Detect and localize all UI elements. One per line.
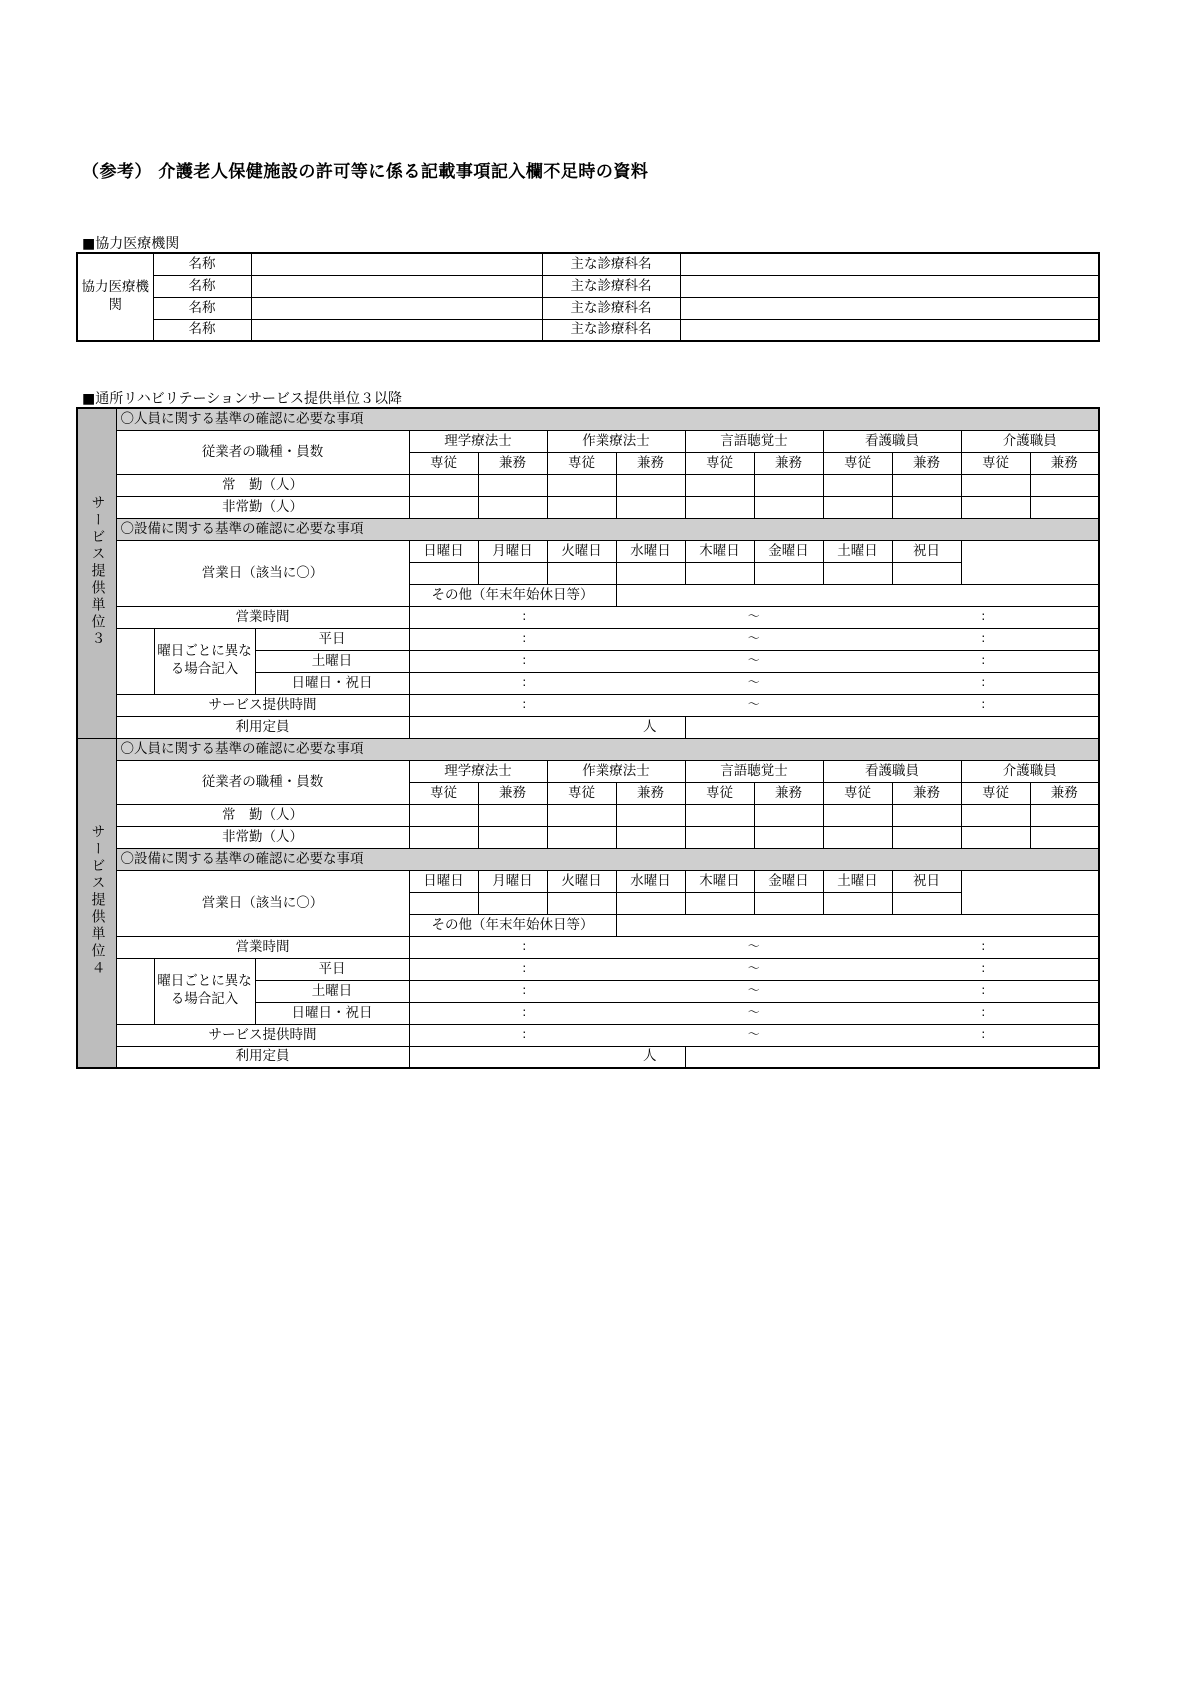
- coop-table: [76, 252, 1100, 342]
- day-check-field[interactable]: [685, 562, 754, 584]
- job-care-worker: 介護職員: [961, 430, 1099, 452]
- staff-count-field[interactable]: [892, 804, 961, 826]
- job-occupational-therapist: 作業療法士: [547, 430, 685, 452]
- name-label: 名称: [153, 253, 251, 275]
- staff-count-field[interactable]: [754, 826, 823, 848]
- other-days-label: その他（年末年始休日等）: [409, 914, 616, 936]
- staff-count-field[interactable]: [754, 804, 823, 826]
- staff-count-field[interactable]: [961, 496, 1030, 518]
- staff-count-field[interactable]: [823, 804, 892, 826]
- day-friday: 金曜日: [754, 870, 823, 892]
- day-check-field[interactable]: [478, 892, 547, 914]
- staff-count-field[interactable]: [754, 474, 823, 496]
- weekday-hours-field[interactable]: : ～ :: [409, 958, 1099, 980]
- job-care-worker: 介護職員: [961, 760, 1099, 782]
- staff-count-field[interactable]: [409, 474, 478, 496]
- staff-count-field[interactable]: [478, 804, 547, 826]
- day-check-field[interactable]: [478, 562, 547, 584]
- capacity-label: 利用定員: [116, 716, 409, 738]
- staff-count-field[interactable]: [1030, 496, 1099, 518]
- by-day-label: 曜日ごとに異なる場合記入: [154, 958, 255, 1024]
- dept-field[interactable]: [680, 297, 1099, 319]
- fulltime-label: 常 勤（人）: [116, 804, 409, 826]
- weekday-hours-field[interactable]: : ～ :: [409, 628, 1099, 650]
- day-check-field[interactable]: [823, 892, 892, 914]
- senju-label: 専従: [823, 452, 892, 474]
- saturday-label: 土曜日: [255, 980, 409, 1002]
- other-days-label: その他（年末年始休日等）: [409, 584, 616, 606]
- senju-label: 専従: [409, 782, 478, 804]
- unit-label: サービス提供単位４: [89, 824, 106, 978]
- day-check-field[interactable]: [616, 892, 685, 914]
- staff-count-field[interactable]: [409, 496, 478, 518]
- by-day-label: 曜日ごとに異なる場合記入: [154, 628, 255, 694]
- name-field[interactable]: [251, 319, 542, 341]
- staff-count-field[interactable]: [961, 804, 1030, 826]
- staff-count-field[interactable]: [547, 496, 616, 518]
- day-sunday: 日曜日: [409, 540, 478, 562]
- staff-count-field[interactable]: [754, 496, 823, 518]
- staff-count-field[interactable]: [823, 474, 892, 496]
- day-check-field[interactable]: [409, 892, 478, 914]
- dept-label: 主な診療科名: [542, 319, 680, 341]
- business-days-label: 営業日（該当に〇）: [116, 870, 409, 936]
- dept-label: 主な診療科名: [542, 297, 680, 319]
- kenmu-label: 兼務: [616, 452, 685, 474]
- day-check-field[interactable]: [616, 562, 685, 584]
- spacer-cell: [116, 958, 154, 1024]
- business-hours-field[interactable]: : ～ :: [409, 606, 1099, 628]
- day-monday: 月曜日: [478, 540, 547, 562]
- business-days-blank: [961, 870, 1099, 914]
- service-hours-field[interactable]: : ～ :: [409, 1024, 1099, 1046]
- service-hours-field[interactable]: : ～ :: [409, 694, 1099, 716]
- day-check-field[interactable]: [754, 892, 823, 914]
- staff-count-field[interactable]: [685, 804, 754, 826]
- unit-label: サービス提供単位３: [89, 494, 106, 648]
- sunday-holiday-hours-field[interactable]: : ～ :: [409, 672, 1099, 694]
- staff-heading: 〇人員に関する基準の確認に必要な事項: [116, 408, 1099, 430]
- kenmu-label: 兼務: [754, 452, 823, 474]
- dept-field[interactable]: [680, 253, 1099, 275]
- staff-count-field[interactable]: [892, 826, 961, 848]
- day-thursday: 木曜日: [685, 870, 754, 892]
- senju-label: 専従: [823, 782, 892, 804]
- senju-label: 専従: [685, 782, 754, 804]
- senju-label: 専従: [409, 452, 478, 474]
- business-hours-label: 営業時間: [116, 936, 409, 958]
- service-unit-1: [77, 408, 1099, 738]
- spacer-cell: [116, 628, 154, 694]
- page-title: （参考） 介護老人保健施設の許可等に係る記載事項記入欄不足時の資料: [82, 162, 649, 182]
- staff-count-field[interactable]: [616, 496, 685, 518]
- day-holiday: 祝日: [892, 870, 961, 892]
- coop-row-header: 協力医療機関: [77, 253, 153, 341]
- business-hours-label: 営業時間: [116, 606, 409, 628]
- senju-label: 専従: [685, 452, 754, 474]
- day-check-field[interactable]: [823, 562, 892, 584]
- staff-count-field[interactable]: [892, 474, 961, 496]
- staff-count-field[interactable]: [823, 826, 892, 848]
- staff-count-field[interactable]: [547, 474, 616, 496]
- day-wednesday: 水曜日: [616, 870, 685, 892]
- kenmu-label: 兼務: [478, 782, 547, 804]
- day-tuesday: 火曜日: [547, 870, 616, 892]
- sunday-holiday-label: 日曜日・祝日: [255, 1002, 409, 1024]
- other-days-field[interactable]: [616, 914, 1099, 936]
- staff-count-field[interactable]: [547, 804, 616, 826]
- day-thursday: 木曜日: [685, 540, 754, 562]
- kenmu-label: 兼務: [892, 452, 961, 474]
- day-friday: 金曜日: [754, 540, 823, 562]
- kenmu-label: 兼務: [478, 452, 547, 474]
- dept-field[interactable]: [680, 275, 1099, 297]
- staff-heading: 〇人員に関する基準の確認に必要な事項: [116, 738, 1099, 760]
- job-nurse: 看護職員: [823, 760, 961, 782]
- capacity-blank: [685, 1046, 1099, 1068]
- saturday-hours-field[interactable]: : ～ :: [409, 650, 1099, 672]
- business-days-label: 営業日（該当に〇）: [116, 540, 409, 606]
- day-check-field[interactable]: [754, 562, 823, 584]
- name-field[interactable]: [251, 253, 542, 275]
- staff-count-field[interactable]: [616, 826, 685, 848]
- rehab-table: [76, 407, 1100, 1069]
- unit-label-cell: [77, 738, 116, 1068]
- senju-label: 専従: [547, 782, 616, 804]
- name-label: 名称: [153, 297, 251, 319]
- staff-count-field[interactable]: [892, 496, 961, 518]
- staff-count-field[interactable]: [478, 474, 547, 496]
- day-saturday: 土曜日: [823, 540, 892, 562]
- weekday-label: 平日: [255, 958, 409, 980]
- facility-heading: 〇設備に関する基準の確認に必要な事項: [116, 518, 1099, 540]
- day-check-field[interactable]: [685, 892, 754, 914]
- dept-field[interactable]: [680, 319, 1099, 341]
- staff-count-field[interactable]: [478, 496, 547, 518]
- other-days-field[interactable]: [616, 584, 1099, 606]
- parttime-label: 非常勤（人）: [116, 496, 409, 518]
- service-unit-2: [77, 738, 1099, 1068]
- staff-count-field[interactable]: [961, 826, 1030, 848]
- sunday-holiday-hours-field[interactable]: : ～ :: [409, 1002, 1099, 1024]
- weekday-label: 平日: [255, 628, 409, 650]
- fulltime-label: 常 勤（人）: [116, 474, 409, 496]
- staff-count-field[interactable]: [961, 474, 1030, 496]
- staff-count-field[interactable]: [823, 496, 892, 518]
- capacity-field[interactable]: [409, 1046, 685, 1068]
- day-check-field[interactable]: [547, 562, 616, 584]
- staff-count-field[interactable]: [547, 826, 616, 848]
- capacity-blank: [685, 716, 1099, 738]
- staff-count-field[interactable]: [1030, 826, 1099, 848]
- day-monday: 月曜日: [478, 870, 547, 892]
- day-check-field[interactable]: [892, 562, 961, 584]
- business-days-blank: [961, 540, 1099, 584]
- service-hours-label: サービス提供時間: [116, 694, 409, 716]
- name-label: 名称: [153, 319, 251, 341]
- day-tuesday: 火曜日: [547, 540, 616, 562]
- staff-count-field[interactable]: [478, 826, 547, 848]
- job-speech-therapist: 言語聴覚士: [685, 760, 823, 782]
- job-nurse: 看護職員: [823, 430, 961, 452]
- job-physical-therapist: 理学療法士: [409, 430, 547, 452]
- person-unit: 人: [643, 1048, 657, 1065]
- day-saturday: 土曜日: [823, 870, 892, 892]
- kenmu-label: 兼務: [754, 782, 823, 804]
- staff-count-field[interactable]: [685, 826, 754, 848]
- business-hours-field[interactable]: : ～ :: [409, 936, 1099, 958]
- staff-count-field[interactable]: [1030, 474, 1099, 496]
- job-occupational-therapist: 作業療法士: [547, 760, 685, 782]
- staff-count-field[interactable]: [616, 474, 685, 496]
- dept-label: 主な診療科名: [542, 253, 680, 275]
- capacity-label: 利用定員: [116, 1046, 409, 1068]
- staff-count-field[interactable]: [616, 804, 685, 826]
- day-check-field[interactable]: [547, 892, 616, 914]
- senju-label: 専従: [547, 452, 616, 474]
- kenmu-label: 兼務: [1030, 782, 1099, 804]
- day-sunday: 日曜日: [409, 870, 478, 892]
- staff-count-field[interactable]: [685, 474, 754, 496]
- name-label: 名称: [153, 275, 251, 297]
- staff-count-field[interactable]: [1030, 804, 1099, 826]
- person-unit: 人: [643, 718, 657, 735]
- rehab-section-label: ■通所リハビリテーションサービス提供単位３以降: [82, 391, 402, 407]
- capacity-field[interactable]: [409, 716, 685, 738]
- job-speech-therapist: 言語聴覚士: [685, 430, 823, 452]
- staff-row-label: 従業者の職種・員数: [116, 760, 409, 804]
- sunday-holiday-label: 日曜日・祝日: [255, 672, 409, 694]
- saturday-hours-field[interactable]: : ～ :: [409, 980, 1099, 1002]
- day-check-field[interactable]: [892, 892, 961, 914]
- parttime-label: 非常勤（人）: [116, 826, 409, 848]
- day-holiday: 祝日: [892, 540, 961, 562]
- senju-label: 専従: [961, 452, 1030, 474]
- senju-label: 専従: [961, 782, 1030, 804]
- facility-heading: 〇設備に関する基準の確認に必要な事項: [116, 848, 1099, 870]
- dept-label: 主な診療科名: [542, 275, 680, 297]
- staff-count-field[interactable]: [685, 496, 754, 518]
- kenmu-label: 兼務: [1030, 452, 1099, 474]
- staff-count-field[interactable]: [409, 804, 478, 826]
- service-hours-label: サービス提供時間: [116, 1024, 409, 1046]
- staff-count-field[interactable]: [409, 826, 478, 848]
- staff-row-label: 従業者の職種・員数: [116, 430, 409, 474]
- day-check-field[interactable]: [409, 562, 478, 584]
- name-field[interactable]: [251, 275, 542, 297]
- day-wednesday: 水曜日: [616, 540, 685, 562]
- job-physical-therapist: 理学療法士: [409, 760, 547, 782]
- name-field[interactable]: [251, 297, 542, 319]
- coop-section-label: ■協力医療機関: [82, 236, 180, 252]
- unit-label-cell: [77, 408, 116, 738]
- kenmu-label: 兼務: [616, 782, 685, 804]
- kenmu-label: 兼務: [892, 782, 961, 804]
- saturday-label: 土曜日: [255, 650, 409, 672]
